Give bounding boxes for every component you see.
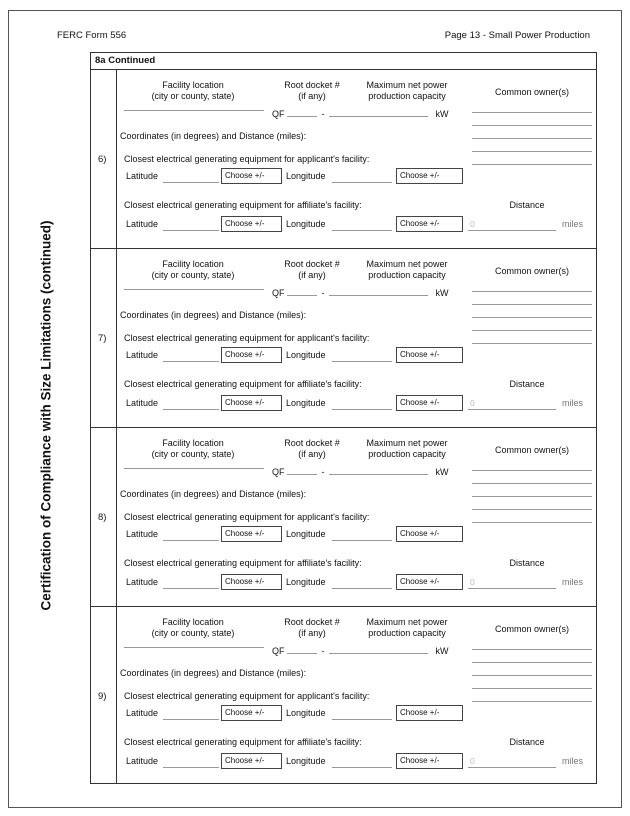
block-number-label: 9) [98, 691, 107, 702]
affiliate-latitude-sign-select[interactable]: Choose +/- [221, 574, 282, 590]
applicant-equipment-heading: Closest electrical generating equipment for applicant's facility: [124, 512, 370, 522]
root-docket-header-line1: Root docket # [284, 259, 340, 269]
common-owner-input[interactable] [472, 279, 592, 292]
distance-default-value: 0 [470, 577, 475, 587]
docket-dash: - [321, 288, 325, 298]
common-owner-input[interactable] [472, 663, 592, 676]
common-owner-input[interactable] [472, 292, 592, 305]
max-power-header-line2: production capacity [368, 448, 446, 459]
section-header: 8a Continued [91, 53, 596, 70]
applicant-latitude-sign-select[interactable]: Choose +/- [221, 347, 282, 363]
distance-default-value: 0 [470, 219, 475, 229]
docket-row [272, 284, 373, 297]
affiliate-latlong-row [116, 218, 595, 234]
facility-location-input[interactable] [124, 456, 264, 469]
power-row [360, 105, 449, 118]
facility-entry-block [91, 607, 596, 784]
affiliate-longitude-sign-select[interactable]: Choose +/- [396, 574, 463, 590]
capacity-input[interactable] [360, 105, 428, 117]
common-owners-header: Common owner(s) [494, 87, 570, 97]
common-owners-header: Common owner(s) [494, 266, 570, 276]
docket-row [272, 105, 373, 118]
section-sidebar-label: Certification of Compliance with Size Limitations (continued) [38, 220, 54, 611]
distance-label: Distance [509, 379, 545, 389]
root-docket-header-line2: (if any) [298, 90, 326, 101]
power-row [360, 642, 449, 655]
facility-location-header-line1: Facility location [162, 617, 224, 627]
form-name: FERC Form 556 [57, 30, 127, 41]
applicant-equipment-heading: Closest electrical generating equipment for applicant's facility: [124, 691, 370, 701]
kw-unit-label: kW [435, 646, 449, 656]
latitude-label: Latitude [126, 171, 159, 181]
block-number-label: 6) [98, 154, 107, 165]
capacity-input[interactable] [360, 463, 428, 475]
affiliate-latlong-row [116, 576, 595, 592]
applicant-longitude-input[interactable] [332, 706, 392, 720]
latitude-label: Latitude [126, 350, 159, 360]
affiliate-longitude-sign-select[interactable]: Choose +/- [396, 753, 463, 769]
kw-unit-label: kW [435, 288, 449, 298]
block-number-label: 8) [98, 512, 107, 523]
qf-prefix-label: QF [272, 109, 285, 119]
block-content [116, 70, 595, 248]
max-power-header-line2: production capacity [368, 90, 446, 101]
root-docket-header-line2: (if any) [298, 448, 326, 459]
miles-label: miles [562, 398, 584, 408]
applicant-longitude-sign-select[interactable]: Choose +/- [396, 347, 463, 363]
root-docket-header [264, 438, 360, 460]
docket-dash: - [321, 646, 325, 656]
common-owner-input[interactable] [472, 331, 592, 344]
applicant-latitude-sign-select[interactable]: Choose +/- [221, 168, 282, 184]
root-docket-header-line1: Root docket # [284, 617, 340, 627]
longitude-label: Longitude [286, 171, 326, 181]
applicant-latitude-input[interactable] [163, 706, 219, 720]
applicant-latitude-sign-select[interactable]: Choose +/- [221, 705, 282, 721]
distance-default-value: 0 [470, 398, 475, 408]
max-power-header [356, 617, 458, 639]
block-number-column [91, 607, 117, 784]
miles-label: miles [562, 577, 584, 587]
distance-default-value: 0 [470, 756, 475, 766]
facility-location-header-line1: Facility location [162, 80, 224, 90]
latitude-label: Latitude [126, 577, 159, 587]
common-owner-input[interactable] [472, 139, 592, 152]
distance-label: Distance [509, 737, 545, 747]
facility-location-header-line2: (city or county, state) [151, 269, 235, 280]
block-content [116, 607, 595, 784]
distance-input[interactable] [468, 575, 556, 589]
form-section-8a [90, 52, 597, 784]
power-row [360, 284, 449, 297]
kw-unit-label: kW [435, 467, 449, 477]
root-docket-header-line2: (if any) [298, 269, 326, 280]
longitude-label: Longitude [286, 350, 326, 360]
affiliate-longitude-sign-select[interactable]: Choose +/- [396, 395, 463, 411]
coordinates-heading: Coordinates (in degrees) and Distance (miles): [120, 668, 307, 678]
common-owner-input[interactable] [472, 650, 592, 663]
block-content [116, 249, 595, 427]
applicant-equipment-heading: Closest electrical generating equipment for applicant's facility: [124, 154, 370, 164]
applicant-latlong-row [116, 707, 595, 723]
document-header [57, 30, 590, 41]
distance-label: Distance [509, 200, 545, 210]
common-owner-input[interactable] [472, 484, 592, 497]
common-owner-input[interactable] [472, 318, 592, 331]
affiliate-longitude-input[interactable] [332, 575, 392, 589]
applicant-longitude-input[interactable] [332, 348, 392, 362]
applicant-longitude-sign-select[interactable]: Choose +/- [396, 526, 463, 542]
docket-row [272, 463, 373, 476]
qf-prefix-label: QF [272, 288, 285, 298]
affiliate-latitude-sign-select[interactable]: Choose +/- [221, 395, 282, 411]
applicant-longitude-sign-select[interactable]: Choose +/- [396, 168, 463, 184]
common-owners-header: Common owner(s) [494, 624, 570, 634]
facility-entry-block [91, 70, 596, 249]
affiliate-latitude-input[interactable] [163, 575, 219, 589]
root-docket-header [264, 80, 360, 102]
max-power-header [356, 438, 458, 460]
max-power-header-line1: Maximum net power [366, 259, 448, 269]
common-owner-input[interactable] [472, 471, 592, 484]
max-power-header-line1: Maximum net power [366, 438, 448, 448]
affiliate-equipment-heading: Closest electrical generating equipment for affiliate's facility: [124, 737, 362, 747]
common-owner-input[interactable] [472, 510, 592, 523]
longitude-label: Longitude [286, 219, 326, 229]
affiliate-equipment-heading: Closest electrical generating equipment for affiliate's facility: [124, 558, 362, 568]
docket-row [272, 642, 373, 655]
applicant-latlong-row [116, 349, 595, 365]
latitude-label: Latitude [126, 529, 159, 539]
miles-label: miles [562, 219, 584, 229]
block-number-column [91, 249, 117, 427]
common-owner-input[interactable] [472, 676, 592, 689]
root-docket-header [264, 259, 360, 281]
common-owner-input[interactable] [472, 458, 592, 471]
facility-location-header-line1: Facility location [162, 438, 224, 448]
docket-number-input[interactable] [287, 105, 317, 117]
power-row [360, 463, 449, 476]
affiliate-latitude-sign-select[interactable]: Choose +/- [221, 753, 282, 769]
page-title: Page 13 - Small Power Production [444, 30, 590, 41]
coordinates-heading: Coordinates (in degrees) and Distance (miles): [120, 489, 307, 499]
longitude-label: Longitude [286, 577, 326, 587]
facility-location-header-line1: Facility location [162, 259, 224, 269]
facility-location-header-line2: (city or county, state) [151, 448, 235, 459]
docket-dash: - [321, 467, 325, 477]
affiliate-latitude-input[interactable] [163, 754, 219, 768]
common-owner-input[interactable] [472, 689, 592, 702]
docket-number-input[interactable] [287, 642, 317, 654]
affiliate-longitude-sign-select[interactable]: Choose +/- [396, 216, 463, 232]
common-owners-header: Common owner(s) [494, 445, 570, 455]
distance-input[interactable] [468, 217, 556, 231]
affiliate-longitude-input[interactable] [332, 217, 392, 231]
applicant-latlong-row [116, 170, 595, 186]
miles-label: miles [562, 756, 584, 766]
block-number-label: 7) [98, 333, 107, 344]
root-docket-header [264, 617, 360, 639]
facility-location-input[interactable] [124, 635, 264, 648]
common-owner-input[interactable] [472, 152, 592, 165]
facility-entry-block [91, 249, 596, 428]
common-owner-input[interactable] [472, 305, 592, 318]
root-docket-header-line2: (if any) [298, 627, 326, 638]
docket-dash: - [321, 109, 325, 119]
common-owner-input[interactable] [472, 497, 592, 510]
docket-number-input[interactable] [287, 463, 317, 475]
facility-blocks [91, 70, 596, 784]
applicant-longitude-input[interactable] [332, 169, 392, 183]
affiliate-latitude-input[interactable] [163, 217, 219, 231]
block-number-column [91, 70, 117, 248]
latitude-label: Latitude [126, 219, 159, 229]
max-power-header [356, 259, 458, 281]
qf-prefix-label: QF [272, 646, 285, 656]
root-docket-header-line1: Root docket # [284, 80, 340, 90]
distance-input[interactable] [468, 754, 556, 768]
capacity-input[interactable] [360, 284, 428, 296]
latitude-label: Latitude [126, 756, 159, 766]
applicant-equipment-heading: Closest electrical generating equipment for applicant's facility: [124, 333, 370, 343]
distance-label: Distance [509, 558, 545, 568]
applicant-latlong-row [116, 528, 595, 544]
root-docket-header-line1: Root docket # [284, 438, 340, 448]
longitude-label: Longitude [286, 529, 326, 539]
latitude-label: Latitude [126, 398, 159, 408]
common-owner-input[interactable] [472, 100, 592, 113]
applicant-latitude-input[interactable] [163, 527, 219, 541]
common-owner-input[interactable] [472, 637, 592, 650]
block-number-column [91, 428, 117, 606]
affiliate-equipment-heading: Closest electrical generating equipment for affiliate's facility: [124, 379, 362, 389]
distance-input[interactable] [468, 396, 556, 410]
affiliate-longitude-input[interactable] [332, 396, 392, 410]
affiliate-latitude-input[interactable] [163, 396, 219, 410]
facility-entry-block [91, 428, 596, 607]
max-power-header [356, 80, 458, 102]
affiliate-latlong-row [116, 397, 595, 413]
facility-location-header-line2: (city or county, state) [151, 627, 235, 638]
affiliate-latitude-sign-select[interactable]: Choose +/- [221, 216, 282, 232]
max-power-header-line2: production capacity [368, 627, 446, 638]
block-content [116, 428, 595, 606]
applicant-latitude-sign-select[interactable]: Choose +/- [221, 526, 282, 542]
coordinates-heading: Coordinates (in degrees) and Distance (miles): [120, 131, 307, 141]
latitude-label: Latitude [126, 708, 159, 718]
max-power-header-line1: Maximum net power [366, 617, 448, 627]
coordinates-heading: Coordinates (in degrees) and Distance (miles): [120, 310, 307, 320]
affiliate-latlong-row [116, 755, 595, 771]
affiliate-equipment-heading: Closest electrical generating equipment for affiliate's facility: [124, 200, 362, 210]
applicant-longitude-input[interactable] [332, 527, 392, 541]
facility-location-input[interactable] [124, 277, 264, 290]
facility-location-input[interactable] [124, 98, 264, 111]
applicant-longitude-sign-select[interactable]: Choose +/- [396, 705, 463, 721]
kw-unit-label: kW [435, 109, 449, 119]
affiliate-longitude-input[interactable] [332, 754, 392, 768]
max-power-header-line1: Maximum net power [366, 80, 448, 90]
applicant-latitude-input[interactable] [163, 348, 219, 362]
longitude-label: Longitude [286, 708, 326, 718]
docket-number-input[interactable] [287, 284, 317, 296]
applicant-latitude-input[interactable] [163, 169, 219, 183]
longitude-label: Longitude [286, 756, 326, 766]
qf-prefix-label: QF [272, 467, 285, 477]
common-owner-input[interactable] [472, 113, 592, 126]
common-owner-input[interactable] [472, 126, 592, 139]
longitude-label: Longitude [286, 398, 326, 408]
facility-location-header-line2: (city or county, state) [151, 90, 235, 101]
capacity-input[interactable] [360, 642, 428, 654]
max-power-header-line2: production capacity [368, 269, 446, 280]
